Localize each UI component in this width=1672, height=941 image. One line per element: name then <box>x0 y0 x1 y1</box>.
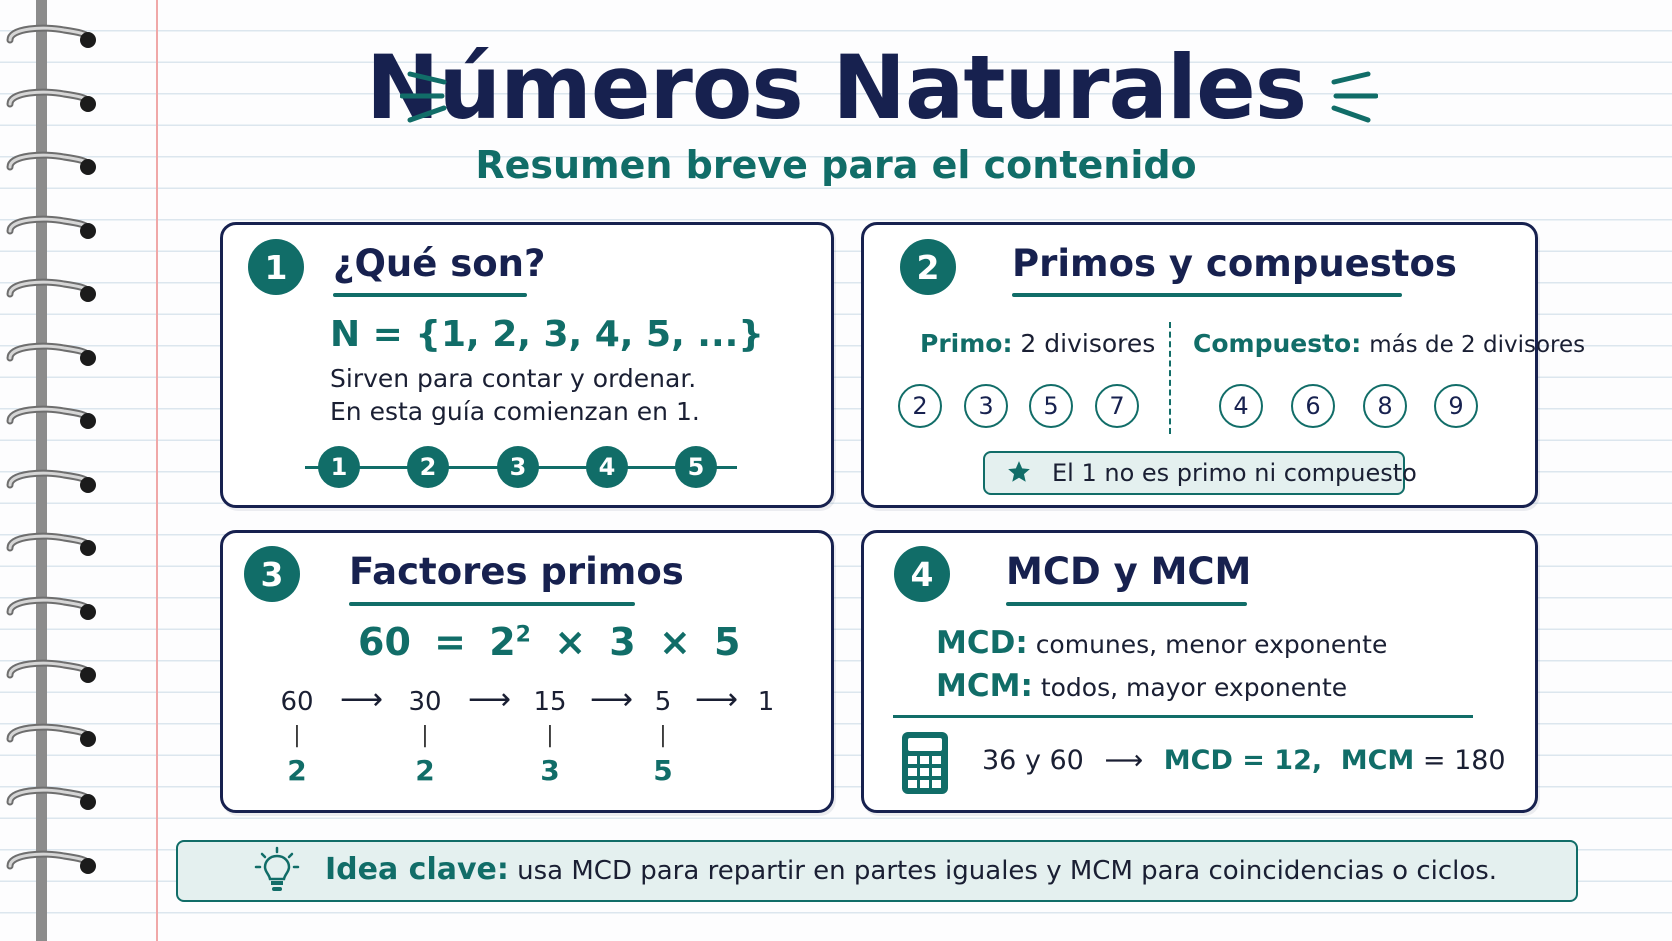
page-subtitle: Resumen breve para el contenido <box>475 143 1197 187</box>
factorization-lhs: 60 <box>358 620 411 664</box>
prime-number: 5 <box>1029 384 1073 428</box>
mcd-label: MCD: <box>936 625 1028 661</box>
composite-definition <box>1193 329 1585 358</box>
number-line-point: 1 <box>318 446 360 488</box>
description-line: En esta guía comienzan en 1. <box>330 397 700 426</box>
set-notation: N = {1, 2, 3, 4, 5, ...} <box>330 314 764 355</box>
prime-label: Primo: <box>920 329 1013 358</box>
division-bar: | <box>546 723 554 748</box>
section-heading: Primos y compuestos <box>1012 242 1457 285</box>
chain-value: 5 <box>654 687 672 717</box>
number-line-point: 5 <box>675 446 717 488</box>
factor-base: 2 <box>489 620 516 664</box>
chain-value: 15 <box>533 687 567 717</box>
chain-arrow: ⟶ <box>590 682 634 717</box>
section-heading: ¿Qué son? <box>333 242 546 285</box>
division-bar: | <box>293 723 301 748</box>
right-sparkle-icon <box>1326 60 1378 130</box>
heading-underline <box>1012 293 1402 297</box>
description-line: Sirven para contar y ordenar. <box>330 364 697 393</box>
spiral-ring <box>4 657 96 687</box>
composite-number: 9 <box>1434 384 1478 428</box>
mcm-label: MCM: <box>936 668 1033 704</box>
division-bar: | <box>421 723 429 748</box>
composite-number: 6 <box>1291 384 1335 428</box>
example-pair: 36 y 60 <box>982 745 1084 776</box>
mcm-definition <box>936 668 1347 704</box>
factorization-formula <box>358 620 741 664</box>
section-number-badge: 2 <box>900 239 956 295</box>
prime-definition <box>920 329 1155 358</box>
equals-sign: = <box>434 620 466 664</box>
lightbulb-icon <box>254 846 300 894</box>
composite-number: 4 <box>1219 384 1263 428</box>
notebook-margin-line <box>156 0 158 941</box>
example-calculation <box>982 745 1506 776</box>
spiral-ring <box>4 276 96 306</box>
prime-number: 3 <box>964 384 1008 428</box>
number-line-point: 3 <box>497 446 539 488</box>
heading-underline <box>349 602 635 606</box>
number-line-point: 4 <box>586 446 628 488</box>
example-mcd: MCD = 12, <box>1163 745 1323 776</box>
section-number-badge: 3 <box>244 546 300 602</box>
page-title: Números Naturales <box>365 36 1307 139</box>
chain-arrow: ⟶ <box>340 682 384 717</box>
key-idea-label: Idea clave: <box>325 852 509 887</box>
composite-label: Compuesto: <box>1193 329 1362 358</box>
number-line-point: 2 <box>407 446 449 488</box>
section-heading: Factores primos <box>349 550 684 593</box>
example-mcm-label: MCM <box>1340 745 1415 776</box>
example-arrow: ⟶ <box>1104 745 1144 776</box>
chain-arrow: ⟶ <box>468 682 512 717</box>
key-idea-text: usa MCD para repartir en partes iguales y MCM para coincidencias o ciclos. <box>517 856 1498 886</box>
spiral-ring <box>4 213 96 243</box>
note-text: El 1 no es primo ni compuesto <box>1052 459 1417 487</box>
factor: 5 <box>714 620 741 664</box>
spiral-ring <box>4 340 96 370</box>
spiral-ring <box>4 721 96 751</box>
chain-value: 30 <box>408 687 442 717</box>
factor: 3 <box>609 620 636 664</box>
section-heading: MCD y MCM <box>1006 550 1252 593</box>
key-idea-text-row <box>325 852 1497 887</box>
mcd-desc: comunes, menor exponente <box>1035 630 1388 659</box>
chain-value: 1 <box>757 687 775 717</box>
prime-number: 2 <box>898 384 942 428</box>
section-number-badge: 4 <box>894 546 950 602</box>
divisor: 2 <box>287 754 307 787</box>
mcm-desc: todos, mayor exponente <box>1040 673 1348 702</box>
times-sign: × <box>658 620 691 664</box>
factor-exponent: 2 <box>515 622 531 648</box>
prime-desc: 2 divisores <box>1020 329 1156 358</box>
spiral-ring <box>4 784 96 814</box>
left-sparkle-icon <box>400 60 452 130</box>
times-sign: × <box>554 620 587 664</box>
heading-underline <box>1006 602 1247 606</box>
column-divider <box>1169 322 1171 434</box>
mcd-definition <box>936 625 1387 661</box>
example-mcm-value: = 180 <box>1422 745 1506 776</box>
spiral-ring <box>4 848 96 878</box>
heading-underline <box>333 293 527 297</box>
spiral-ring <box>4 403 96 433</box>
section-number-badge: 1 <box>248 239 304 295</box>
spiral-ring <box>4 594 96 624</box>
divisor: 3 <box>540 754 560 787</box>
chain-arrow: ⟶ <box>695 682 739 717</box>
division-bar: | <box>659 723 667 748</box>
spiral-ring <box>4 467 96 497</box>
composite-number: 8 <box>1363 384 1407 428</box>
divisor: 2 <box>415 754 435 787</box>
prime-number: 7 <box>1095 384 1139 428</box>
example-divider <box>893 715 1473 718</box>
composite-desc: más de 2 divisores <box>1369 332 1586 358</box>
divisor: 5 <box>653 754 673 787</box>
spiral-ring <box>4 530 96 560</box>
chain-value: 60 <box>280 687 314 717</box>
calculator-icon <box>901 731 949 795</box>
star-icon <box>1006 459 1032 485</box>
